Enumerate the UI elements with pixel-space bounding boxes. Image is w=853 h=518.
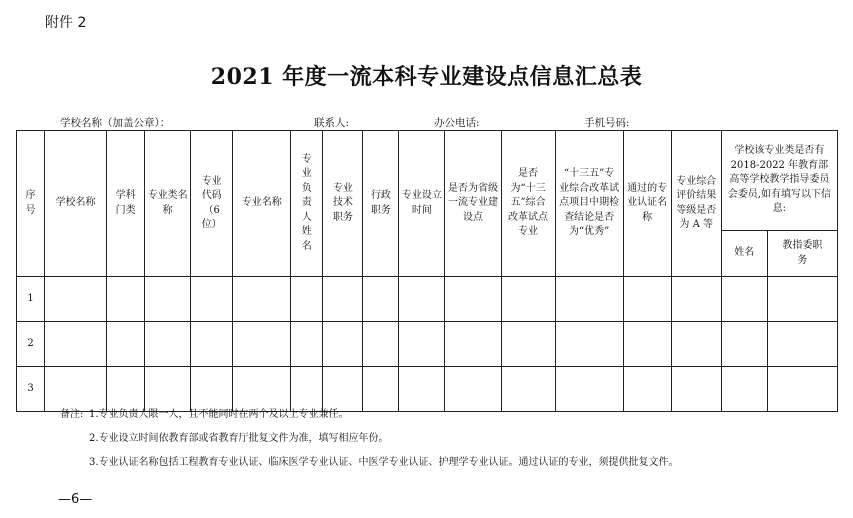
attachment-label: 附件 2 (45, 15, 87, 31)
summary-table (16, 130, 838, 412)
header-school-name: 学校名称 (45, 131, 107, 277)
page-title: 2021 年度一流本科专业建设点信息汇总表 (210, 64, 643, 90)
row-number: 2 (17, 322, 45, 367)
notes-prefix: 备注: (60, 409, 84, 420)
row-number: 3 (17, 367, 45, 412)
header-admin-title: 行政职务 (363, 131, 399, 277)
header-certification: 通过的专业认证名称 (623, 131, 671, 277)
contact-label: 联系人: (314, 117, 350, 129)
header-committee-group: 学校该专业类是否有 2018-2022 年教育部高等学校教学指导委员会委员,如有填写以下信息: (721, 131, 837, 231)
header-pilot-135: 是否为“十三五”综合改革试点专业 (501, 131, 555, 277)
header-major-class: 专业类名 称 (145, 131, 191, 277)
table-row (17, 322, 838, 367)
header-committee-name: 姓名 (721, 231, 767, 277)
header-rating: 专业综合评价结果等级是否为 A 等 (671, 131, 721, 277)
note-item-2: 2.专业设立时间依教育部或省教育厅批复文件为准，填写相应年份。 (89, 433, 389, 444)
header-setup-time: 专业设立时间 (399, 131, 445, 277)
header-committee-role: 教指委职务 (767, 231, 837, 277)
school-name-label: 学校名称（加盖公章）： (60, 117, 171, 129)
header-tech-title: 专业技术职务 (323, 131, 363, 277)
header-row (17, 131, 838, 231)
table-row (17, 277, 838, 322)
header-seq: 序号 (17, 131, 45, 277)
note-item-1: 1.专业负责人限一人，且不能同时在两个及以上专业兼任。 (89, 409, 349, 420)
row-number: 1 (17, 277, 45, 322)
header-major-code: 专业代码（6 位） (191, 131, 233, 277)
page-number: —6— (58, 492, 93, 507)
note-item-3: 3.专业认证名称包括工程教育专业认证、临床医学专业认证、中医学专业认证、护理学专业认证。通过认证的专业，须提供批复文件。 (89, 457, 679, 468)
mobile-label: 手机号码: (584, 117, 630, 129)
office-phone-label: 办公电话: (434, 117, 480, 129)
header-mid-check: “十三五”专业综合改革试点项目中期检查结论是否为“优秀” (555, 131, 623, 277)
header-leader-name: 专业负责人姓名 (291, 131, 323, 277)
header-provincial: 是否为省级一流专业建设点 (445, 131, 501, 277)
header-major-name: 专业名称 (233, 131, 291, 277)
header-discipline: 学科门类 (107, 131, 145, 277)
